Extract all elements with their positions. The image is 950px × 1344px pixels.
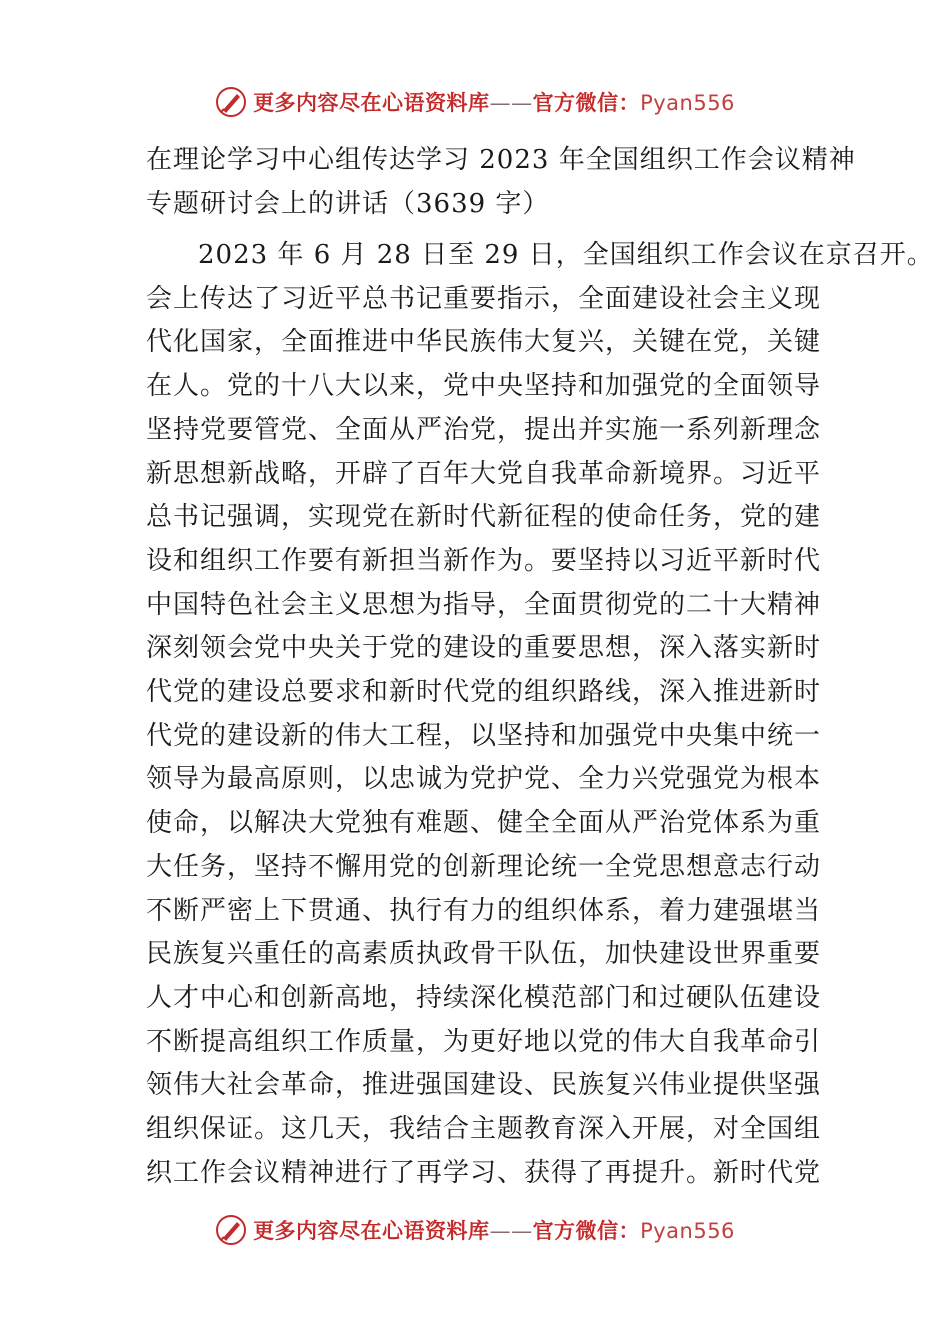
banner-text [253,87,735,117]
paragraph-line: 民族复兴重任的高素质执政骨干队伍，加快建设世界重要 [146,939,822,970]
paragraph-line: 大任务，坚持不懈用党的创新理论统一全党思想意志行动 [146,851,822,882]
header-banner [0,82,950,122]
banner-official-label: 官方微信： [532,90,641,115]
quill-logo-icon [215,1214,247,1246]
title-line: 专题研讨会上的讲话（3639 字） [146,189,550,219]
paragraph-line: 深刻领会党中央关于党的建设的重要思想，深入落实新时 [146,633,822,664]
paragraph-line: 新思想新战略，开辟了百年大党自我革命新境界。习近平 [146,458,822,489]
paragraph-line: 领导为最高原则，以忠诚为党护党、全力兴党强党为根本 [146,764,822,795]
banner-separator: —— [489,1219,533,1243]
title-line: 在理论学习中心组传达学习 2023 年全国组织工作会议精神 [146,145,856,175]
banner-slogan: 更多内容尽在心语资料库 [253,90,490,115]
paragraph-line: 使命，以解决大党独有难题、健全全面从严治党体系为重 [146,808,822,839]
document [146,138,934,1195]
paragraph-line: 代党的建设新的伟大工程，以坚持和加强党中央集中统一 [146,720,822,751]
document-paragraph [146,234,934,1195]
paragraph-line: 领伟大社会革命，推进强国建设、民族复兴伟业提供坚强 [146,1070,822,1101]
paragraph-line: 会上传达了习近平总书记重要指示，全面建设社会主义现 [146,283,822,314]
paragraph-line: 组织保证。这几天，我结合主题教育深入开展，对全国组 [146,1114,822,1145]
banner-text [253,1215,735,1245]
paragraph-line: 代化国家，全面推进中华民族伟大复兴，关键在党，关键 [146,327,822,358]
paragraph-line: 在人。党的十八大以来，党中央坚持和加强党的全面领导 [146,371,822,402]
paragraph-line: 不断严密上下贯通、执行有力的组织体系，着力建强堪当 [146,895,822,926]
paragraph-line: 总书记强调，实现党在新时代新征程的使命任务，党的建 [146,502,822,533]
paragraph-line: 中国特色社会主义思想为指导，全面贯彻党的二十大精神 [146,589,822,620]
quill-logo-icon [215,86,247,118]
footer-banner [0,1210,950,1250]
document-title [146,138,856,226]
paragraph-line: 人才中心和创新高地，持续深化模范部门和过硬队伍建设 [146,982,822,1013]
banner-official-label: 官方微信： [532,1218,641,1243]
paragraph-line: 代党的建设总要求和新时代党的组织路线，深入推进新时 [146,677,822,708]
banner-separator: —— [489,91,533,115]
paragraph-line: 2023 年 6 月 28 日至 29 日，全国组织工作会议在京召开。 [198,240,934,270]
banner-slogan: 更多内容尽在心语资料库 [253,1218,490,1243]
banner-wechat-id: Pyan556 [640,91,735,115]
paragraph-line: 不断提高组织工作质量，为更好地以党的伟大自我革命引 [146,1026,822,1057]
paragraph-line: 织工作会议精神进行了再学习、获得了再提升。新时代党 [146,1157,822,1188]
banner-wechat-id: Pyan556 [640,1219,735,1243]
paragraph-line: 坚持党要管党、全面从严治党，提出并实施一系列新理念 [146,414,822,445]
paragraph-line: 设和组织工作要有新担当新作为。要坚持以习近平新时代 [146,545,822,576]
